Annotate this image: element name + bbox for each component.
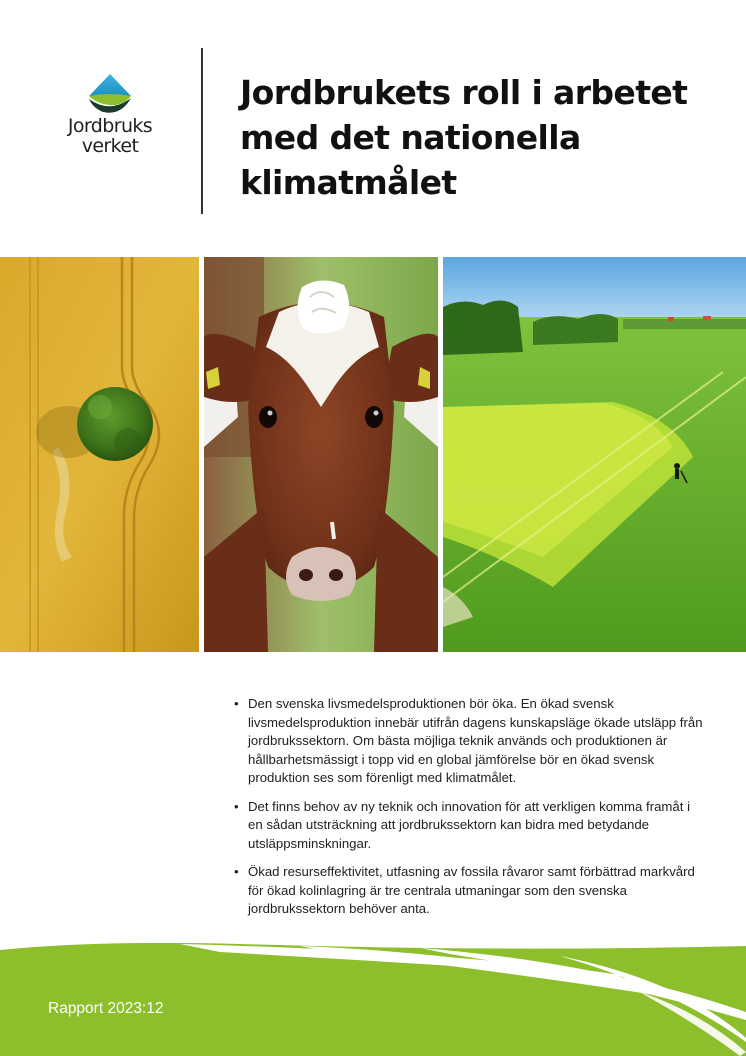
cow-portrait-photo — [204, 257, 438, 652]
report-title — [240, 70, 710, 205]
bullet-dot: • — [234, 798, 239, 814]
title-line-1: Jordbrukets roll i arbetet — [240, 73, 688, 112]
logo-emblem-icon — [83, 72, 137, 116]
summary-bullet-text: Den svenska livsmedelsproduktionen bör öka. En ökad svensk livsmedelsproduktion innebär utifrån dagens kunskapsläge ökade utsläpp från jordbrukssektorn. Om bästa möjliga teknik används och produktionen är hållbarhetsmässigt i topp vid en global jämförelse bör en ökad svensk produktion ses som förenligt med klimatmålet. — [248, 696, 703, 785]
summary-bullet — [233, 863, 703, 919]
summary-bullet — [233, 798, 703, 854]
header-divider — [201, 48, 203, 214]
summary-bullet-text: Det finns behov av ny teknik och innovation för att verkligen komma framåt i en sådan utsträckning att jordbrukssektorn kan bidra med betydande utsläppsminskningar. — [248, 798, 690, 851]
bullet-dot: • — [234, 696, 239, 711]
footer-wave-band — [0, 942, 746, 1056]
logo-line-2: verket — [81, 135, 139, 157]
cover-photos — [0, 257, 746, 652]
title-line-3: klimatmålet — [240, 163, 457, 202]
green-crop-field-photo — [443, 257, 746, 652]
jordbruksverket-logo — [50, 72, 170, 172]
summary-bullet-list — [233, 695, 703, 929]
logo-line-1: Jordbruks — [67, 115, 153, 137]
summary-bullet-text: Ökad resurseffektivitet, utfasning av fossila råvaror samt förbättrad markvård för ökad kolinlagring är tre centrala utmaningar som den svenska jordbrukssektorn behöver anta. — [248, 864, 695, 916]
bullet-dot: • — [234, 864, 239, 879]
title-line-2: med det nationella — [240, 118, 581, 157]
summary-bullet — [233, 695, 703, 788]
report-number: Rapport 2023:12 — [48, 1000, 164, 1017]
wheat-field-with-tree-photo — [0, 257, 199, 652]
